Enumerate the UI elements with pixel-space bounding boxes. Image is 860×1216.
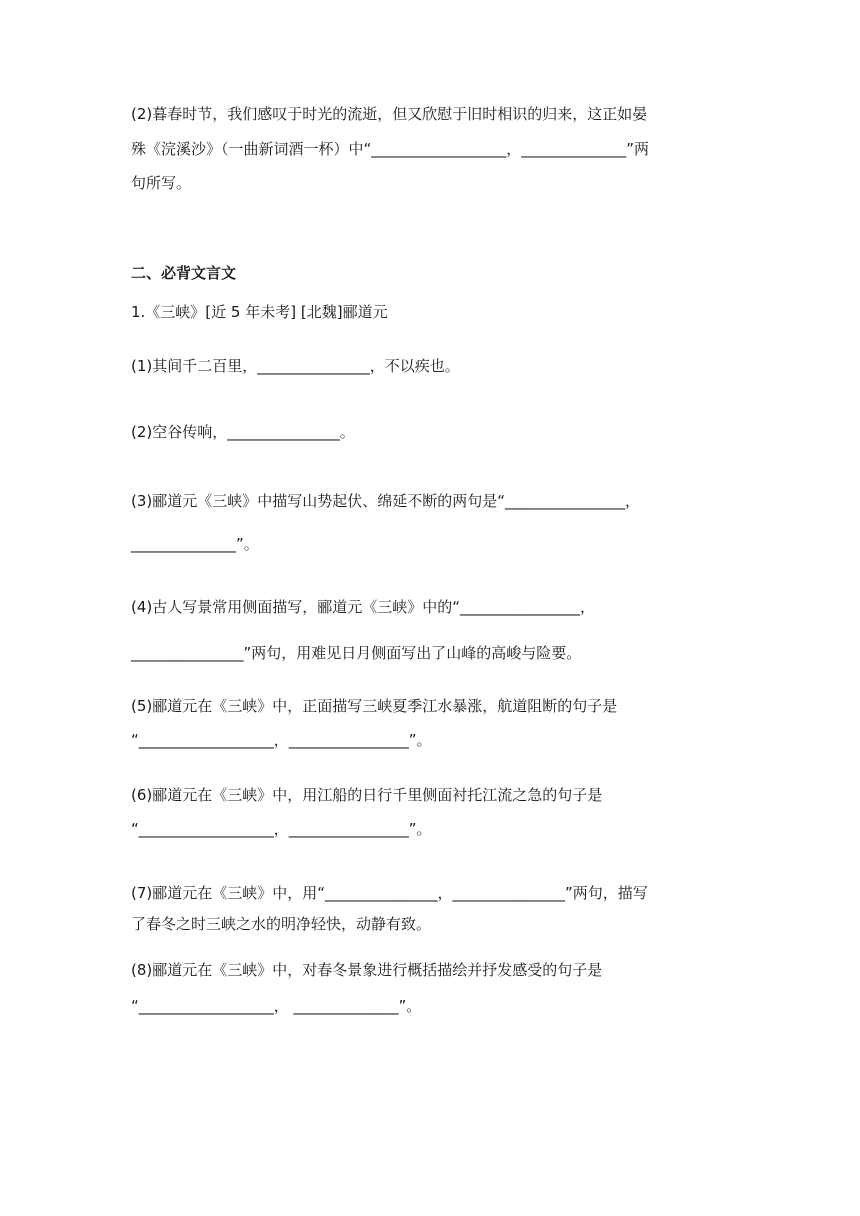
sentence-4-line-2: _______________”两句，用难见日月侧面写出了山峰的高峻与险要。 <box>131 644 582 662</box>
sentence-7-line-2: 了春冬之时三峡之水的明净轻快，动静有致。 <box>131 915 432 933</box>
sentence-1: (1)其间千二百里，_______________，不以疾也。 <box>131 357 460 375</box>
sentence-3-line-2: ______________”。 <box>131 535 259 553</box>
sentence-3-line-1: (3)郦道元《三峡》中描写山势起伏、绵延不断的两句是“________________， <box>131 492 641 510</box>
section-heading: 二、必背文言文 <box>131 264 237 282</box>
sentence-8-line-1: (8)郦道元在《三峡》中，对春冬景象进行概括描绘并抒发感受的句子是 <box>131 961 603 979</box>
sentence-2: (2)空谷传响，_______________。 <box>131 423 355 441</box>
sentence-8-line-2: “__________________， ______________”。 <box>131 997 422 1015</box>
sentence-5-line-2: “__________________，________________”。 <box>131 731 432 749</box>
sentence-6-line-1: (6)郦道元在《三峡》中，用江船的日行千里侧面衬托江流之急的句子是 <box>131 786 603 804</box>
item-1-title: 1.《三峡》[近 5 年未考] [北魏]郦道元 <box>131 303 388 321</box>
sentence-7-line-1: (7)郦道元在《三峡》中，用“_______________，_______________”两句，描写 <box>131 884 648 902</box>
sentence-5-line-1: (5)郦道元在《三峡》中，正面描写三峡夏季江水暴涨，航道阻断的句子是 <box>131 697 618 715</box>
question-2-line-1: (2)暮春时节，我们感叹于时光的流逝，但又欣慰于旧时相识的归来，这正如晏 <box>131 105 648 123</box>
question-2-line-3: 句所写。 <box>131 174 192 192</box>
sentence-6-line-2: “__________________，________________”。 <box>131 820 432 838</box>
question-2-line-2: 殊《浣溪沙》（一曲新词酒一杯）中“__________________，______________”两 <box>131 140 650 158</box>
sentence-4-line-1: (4)古人写景常用侧面描写，郦道元《三峡》中的“________________， <box>131 598 596 616</box>
